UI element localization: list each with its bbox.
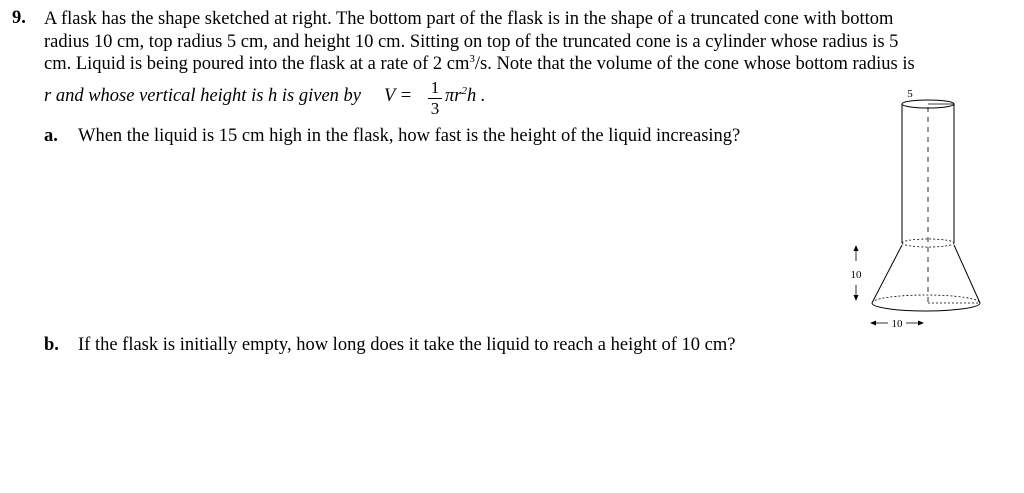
part-a-label: a. — [44, 126, 58, 146]
cone-bottom-front — [872, 303, 980, 311]
top-radius-label: 5 — [907, 88, 913, 100]
problem-line-3 — [44, 53, 1004, 76]
problem-number: 9. — [12, 8, 26, 28]
formula-lhs: V = — [384, 86, 413, 106]
fraction-denominator: 3 — [430, 99, 440, 118]
bottom-diameter-label: 10 — [891, 318, 903, 330]
part-b — [44, 335, 735, 356]
height-label: 10 — [850, 269, 862, 281]
formula-prefix-text: r and whose vertical height is h is given by — [44, 86, 362, 106]
height-arrow-up-head — [854, 245, 859, 251]
diameter-arrow-right-head — [918, 321, 924, 326]
cone-bottom-back — [872, 295, 980, 303]
problem-line-3b: /s. Note that the volume of the cone whose bottom radius is — [474, 54, 915, 74]
formula-squared: 2 — [461, 85, 467, 97]
cone-right-side — [954, 245, 980, 303]
flask-diagram — [840, 85, 1000, 335]
problem-line-3a: cm. Liquid is being poured into the flask at a rate of 2 cm — [44, 54, 470, 74]
formula-prefix — [44, 86, 361, 107]
diameter-arrow-left-head — [870, 321, 876, 326]
cylinder-bottom-front — [902, 243, 954, 247]
cm3-superscript: 3 — [469, 53, 475, 65]
height-arrow-down-head — [854, 295, 859, 301]
part-a — [44, 126, 740, 147]
problem-statement — [44, 8, 1004, 76]
part-a-text: When the liquid is 15 cm high in the flask, how fast is the height of the liquid increasing? — [78, 126, 741, 146]
formula-rhs — [445, 86, 485, 107]
problem-line-2: radius 10 cm, top radius 5 cm, and height 10 cm. Sitting on top of the truncated cone is a cylinder whose radius is 5 — [44, 31, 899, 52]
fraction-numerator: 1 — [430, 78, 440, 97]
formula-h: h . — [466, 86, 486, 106]
cone-left-side — [872, 245, 902, 303]
problem-line-1: A flask has the shape sketched at right. The bottom part of the flask is in the shape of a truncated cone with bottom — [44, 9, 894, 29]
part-b-label: b. — [44, 335, 59, 355]
part-b-text: If the flask is initially empty, how long does it take the liquid to reach a height of 10 cm? — [78, 335, 736, 355]
formula-pi-r: πr — [445, 86, 462, 106]
